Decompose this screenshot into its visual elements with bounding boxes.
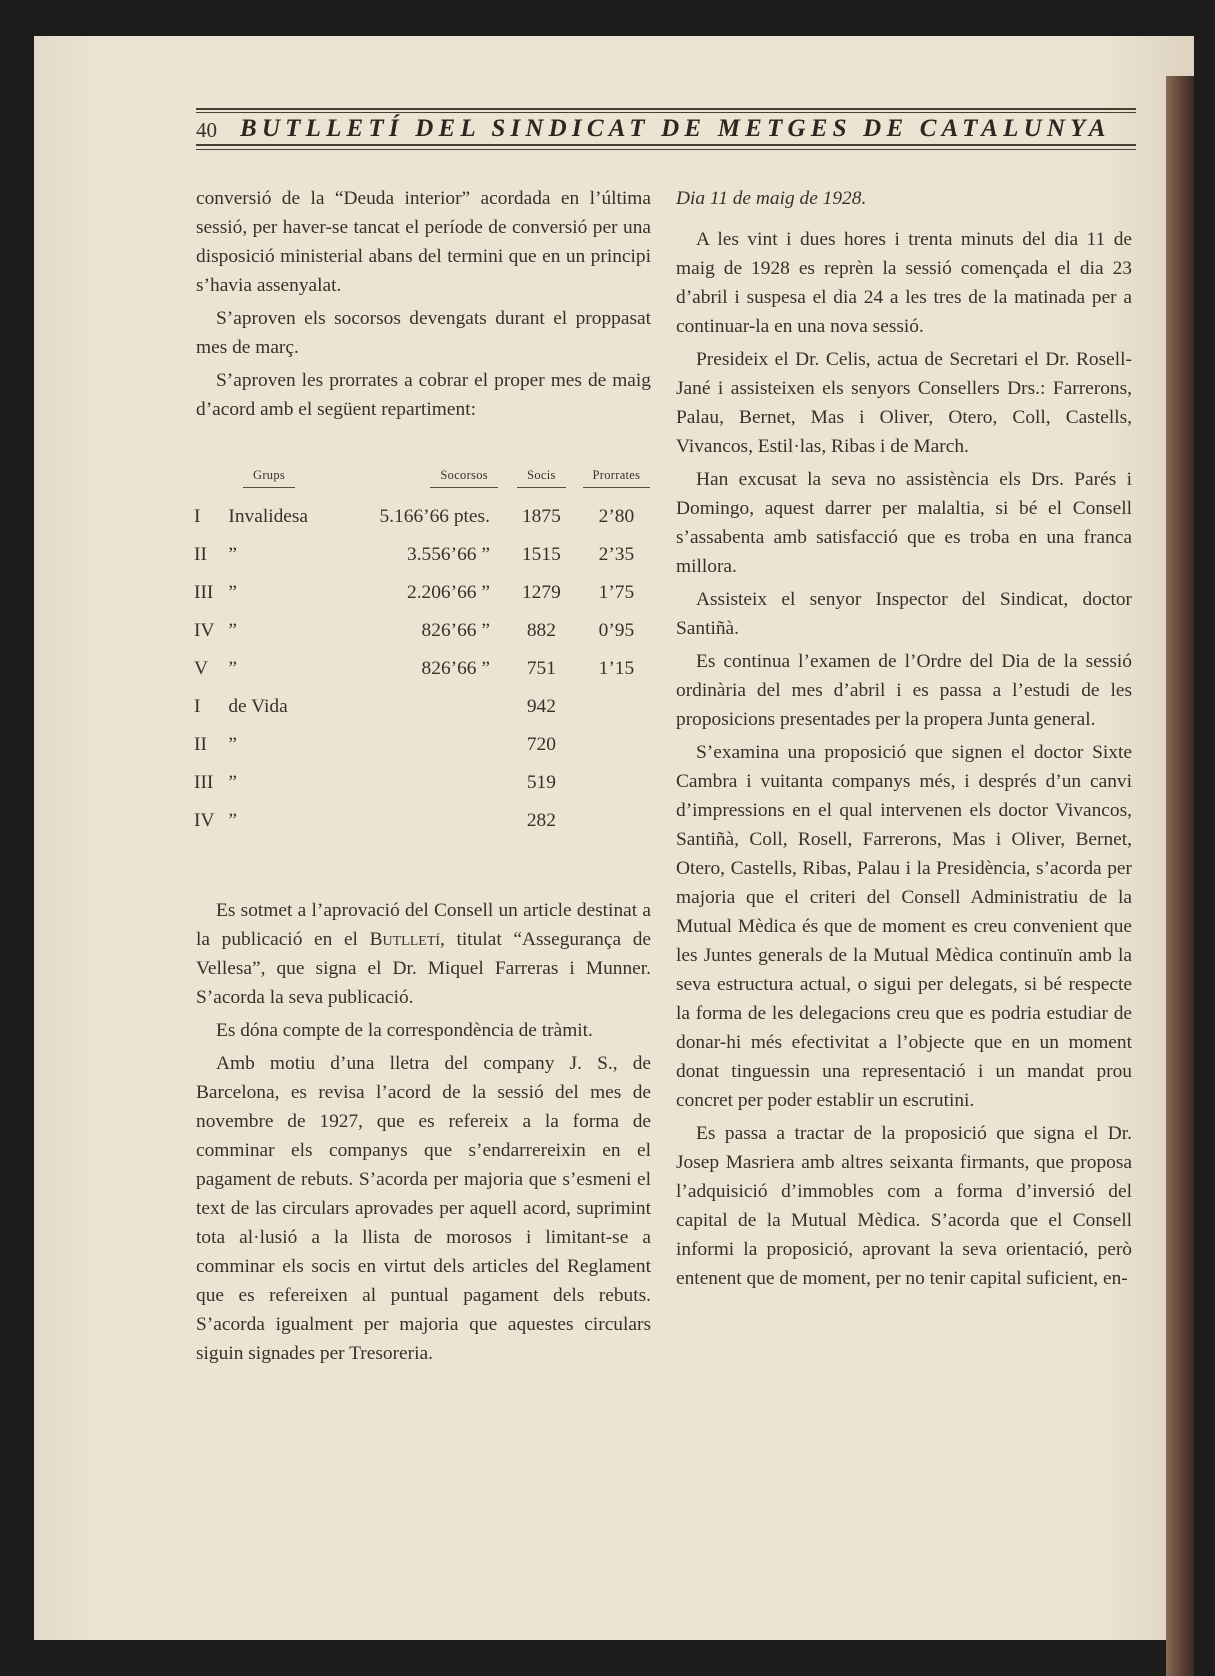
socorsos-value: 826’66 ” bbox=[421, 620, 490, 641]
prorrates-table bbox=[194, 468, 654, 840]
paragraph: Es passa a tractar de la proposició que signa el Dr. Josep Masriera amb altres seixanta firmants, que proposa l’adquisició d’immobles com a forma d’inversió del capital de la Mutual Mèdica. S’acorda que el Consell informi la proposició, aprovant la seva orientació, però entenent que de moment, per no tenir capital suficient, en- bbox=[676, 1123, 1132, 1289]
group-number: I bbox=[194, 506, 201, 527]
group-number: V bbox=[194, 658, 209, 679]
group-number: I bbox=[194, 696, 201, 717]
col-header-grups: Grups bbox=[194, 468, 344, 498]
table-row bbox=[194, 574, 654, 612]
group-name: ” bbox=[228, 582, 237, 603]
socorsos-value bbox=[344, 764, 504, 802]
socorsos-value bbox=[344, 688, 504, 726]
col-header-prorrates: Prorrates bbox=[579, 468, 654, 498]
prorrates-value bbox=[579, 802, 654, 840]
right-column bbox=[676, 184, 1132, 1297]
header-rule-bottom bbox=[196, 144, 1136, 146]
header-rule-top bbox=[196, 108, 1136, 110]
page-number: 40 bbox=[196, 118, 217, 142]
group-name: ” bbox=[228, 658, 237, 679]
book-spine bbox=[1166, 76, 1194, 1676]
group-number: III bbox=[194, 582, 214, 603]
prorrates-value bbox=[579, 688, 654, 726]
paragraph: A les vint i dues hores i trenta minuts del dia 11 de maig de 1928 es reprèn la sessió començada el dia 23 d’abril i suspesa el dia 24 a les tres de la matinada per a continuar-la en una nova sessió. bbox=[676, 229, 1132, 337]
paragraph: Presideix el Dr. Celis, actua de Secretari el Dr. Rosell-Jané i assisteixen els senyors Consellers Drs.: Farrerons, Palau, Bernet, Mas i Oliver, Otero, Coll, Castells, Vivancos, Estil·las, Ribas i de March. bbox=[676, 349, 1132, 457]
prorrates-value: 2’35 bbox=[598, 544, 635, 565]
group-name: de Vida bbox=[228, 696, 288, 717]
group-number: IV bbox=[194, 620, 215, 641]
paragraph: Es continua l’examen de l’Ordre del Dia de la sessió ordinària del mes d’abril i es passa a l’estudi de les proposicions presentades per la propera Junta general. bbox=[676, 651, 1132, 730]
socorsos-value: 3.556’66 ” bbox=[407, 544, 490, 565]
paragraph-butlleti: Es sotmet a l’aprovació del Consell un article destinat a la publicació en el Butlletí, titulat “Assegurança de Vellesa”, que signa el Dr. Miquel Farreras i Munner. S’acorda la seva publicació. bbox=[196, 900, 651, 1008]
socis-value: 751 bbox=[526, 658, 556, 679]
group-number: II bbox=[194, 544, 207, 565]
table-row bbox=[194, 498, 654, 536]
socorsos-value bbox=[344, 802, 504, 840]
socis-value: 282 bbox=[526, 810, 556, 831]
table-row bbox=[194, 688, 654, 726]
prorrates-value bbox=[579, 764, 654, 802]
socis-value: 942 bbox=[526, 696, 556, 717]
group-number: III bbox=[194, 772, 214, 793]
group-name: Invalidesa bbox=[228, 506, 309, 527]
paragraph: Amb motiu d’una lletra del company J. S., de Barcelona, es revisa l’acord de la sessió del mes de novembre de 1927, que es refereix a la forma de comminar els companys que s’endarrereixin en el pagament de rebuts. S’acorda per majoria que s’esmeni el text de las circulars aprovades per aquell acord, suprimint tota al·lusió a la llista de morosos i limitant-se a comminar els socis en virtut dels articles del Reglament que es refereixen al puntual pagament dels rebuts. S’acorda igualment per majoria que aquestes circulars siguin signades per Tresoreria. bbox=[196, 1053, 651, 1364]
table-row bbox=[194, 536, 654, 574]
group-name: ” bbox=[228, 734, 237, 755]
table-row bbox=[194, 650, 654, 688]
table-header-row bbox=[194, 468, 654, 498]
group-name: ” bbox=[228, 810, 237, 831]
paragraph: S’aproven les prorrates a cobrar el proper mes de maig d’acord amb el següent repartiment: bbox=[196, 370, 651, 420]
group-number: IV bbox=[194, 810, 215, 831]
socis-value: 1515 bbox=[521, 544, 561, 565]
group-name: ” bbox=[228, 772, 237, 793]
paragraph: Han excusat la seva no assistència els Drs. Parés i Domingo, aquest darrer per malaltia, si bé el Consell s’assabenta amb satisfacció que es troba en una franca millora. bbox=[676, 469, 1132, 577]
prorrates-value: 2’80 bbox=[598, 506, 635, 527]
socis-value: 882 bbox=[526, 620, 556, 641]
prorrates-value: 0’95 bbox=[598, 620, 635, 641]
prorrates-table-wrap bbox=[194, 468, 654, 840]
table-row bbox=[194, 764, 654, 802]
group-name: ” bbox=[228, 620, 237, 641]
paragraph: Es dóna compte de la correspondència de tràmit. bbox=[216, 1020, 593, 1041]
socis-value: 1875 bbox=[521, 506, 561, 527]
paragraph: S’examina una proposició que signen el doctor Sixte Cambra i vuitanta companys més, i després d’un canvi d’impressions en el qual intervenen els doctor Vivancos, Santiñà, Coll, Rosell, Farrerons, Mas i Oliver, Bernet, Otero, Castells, Ribas, Palau i la Presidència, s’acorda per majoria que el criteri del Consell Administratiu de la Mutual Mèdica és que de moment es creu convenient que les Juntes generals de la Mutual Mèdica continuïn amb la seva estructura actual, o sigui per delegats, si bé respecte la forma de les delegacions creu que es podria estudiar de donar-hi més efectivitat a l’objecte que en un moment donat tinguessin una representació i un mandat prou concret per poder establir un escrutini. bbox=[676, 742, 1132, 1111]
left-column-bottom bbox=[196, 896, 651, 1372]
prorrates-value: 1’75 bbox=[598, 582, 635, 603]
socorsos-value: 2.206’66 ” bbox=[407, 582, 490, 603]
col-header-socorsos: Socorsos bbox=[344, 468, 504, 498]
socorsos-value: 5.166’66 ptes. bbox=[379, 506, 490, 527]
socorsos-value bbox=[344, 726, 504, 764]
paragraph: Assisteix el senyor Inspector del Sindicat, doctor Santiñà. bbox=[676, 589, 1132, 639]
session-date: Dia 11 de maig de 1928. bbox=[676, 188, 867, 209]
table-row bbox=[194, 726, 654, 764]
left-column bbox=[196, 184, 651, 428]
socis-value: 519 bbox=[526, 772, 556, 793]
paragraph: conversió de la “Deuda interior” acordada en l’última sessió, per haver-se tancat el període de conversió per una disposició ministerial abans del termini que en un principi s’havia assenyalat. bbox=[196, 188, 651, 296]
header-rule-top-thin bbox=[196, 112, 1136, 113]
prorrates-value bbox=[579, 726, 654, 764]
socis-value: 1279 bbox=[521, 582, 561, 603]
header-rule-bottom-thin bbox=[196, 149, 1136, 150]
group-number: II bbox=[194, 734, 207, 755]
prorrates-value: 1’15 bbox=[598, 658, 635, 679]
table-row bbox=[194, 802, 654, 840]
group-name: ” bbox=[228, 544, 237, 565]
socorsos-value: 826’66 ” bbox=[421, 658, 490, 679]
paragraph: S’aproven els socorsos devengats durant el proppasat mes de març. bbox=[196, 308, 651, 358]
table-row bbox=[194, 612, 654, 650]
socis-value: 720 bbox=[526, 734, 556, 755]
page-header bbox=[196, 108, 1136, 150]
col-header-socis: Socis bbox=[504, 468, 579, 498]
journal-title: BUTLLETÍ DEL SINDICAT DE METGES DE CATALUNYA bbox=[240, 115, 1111, 142]
